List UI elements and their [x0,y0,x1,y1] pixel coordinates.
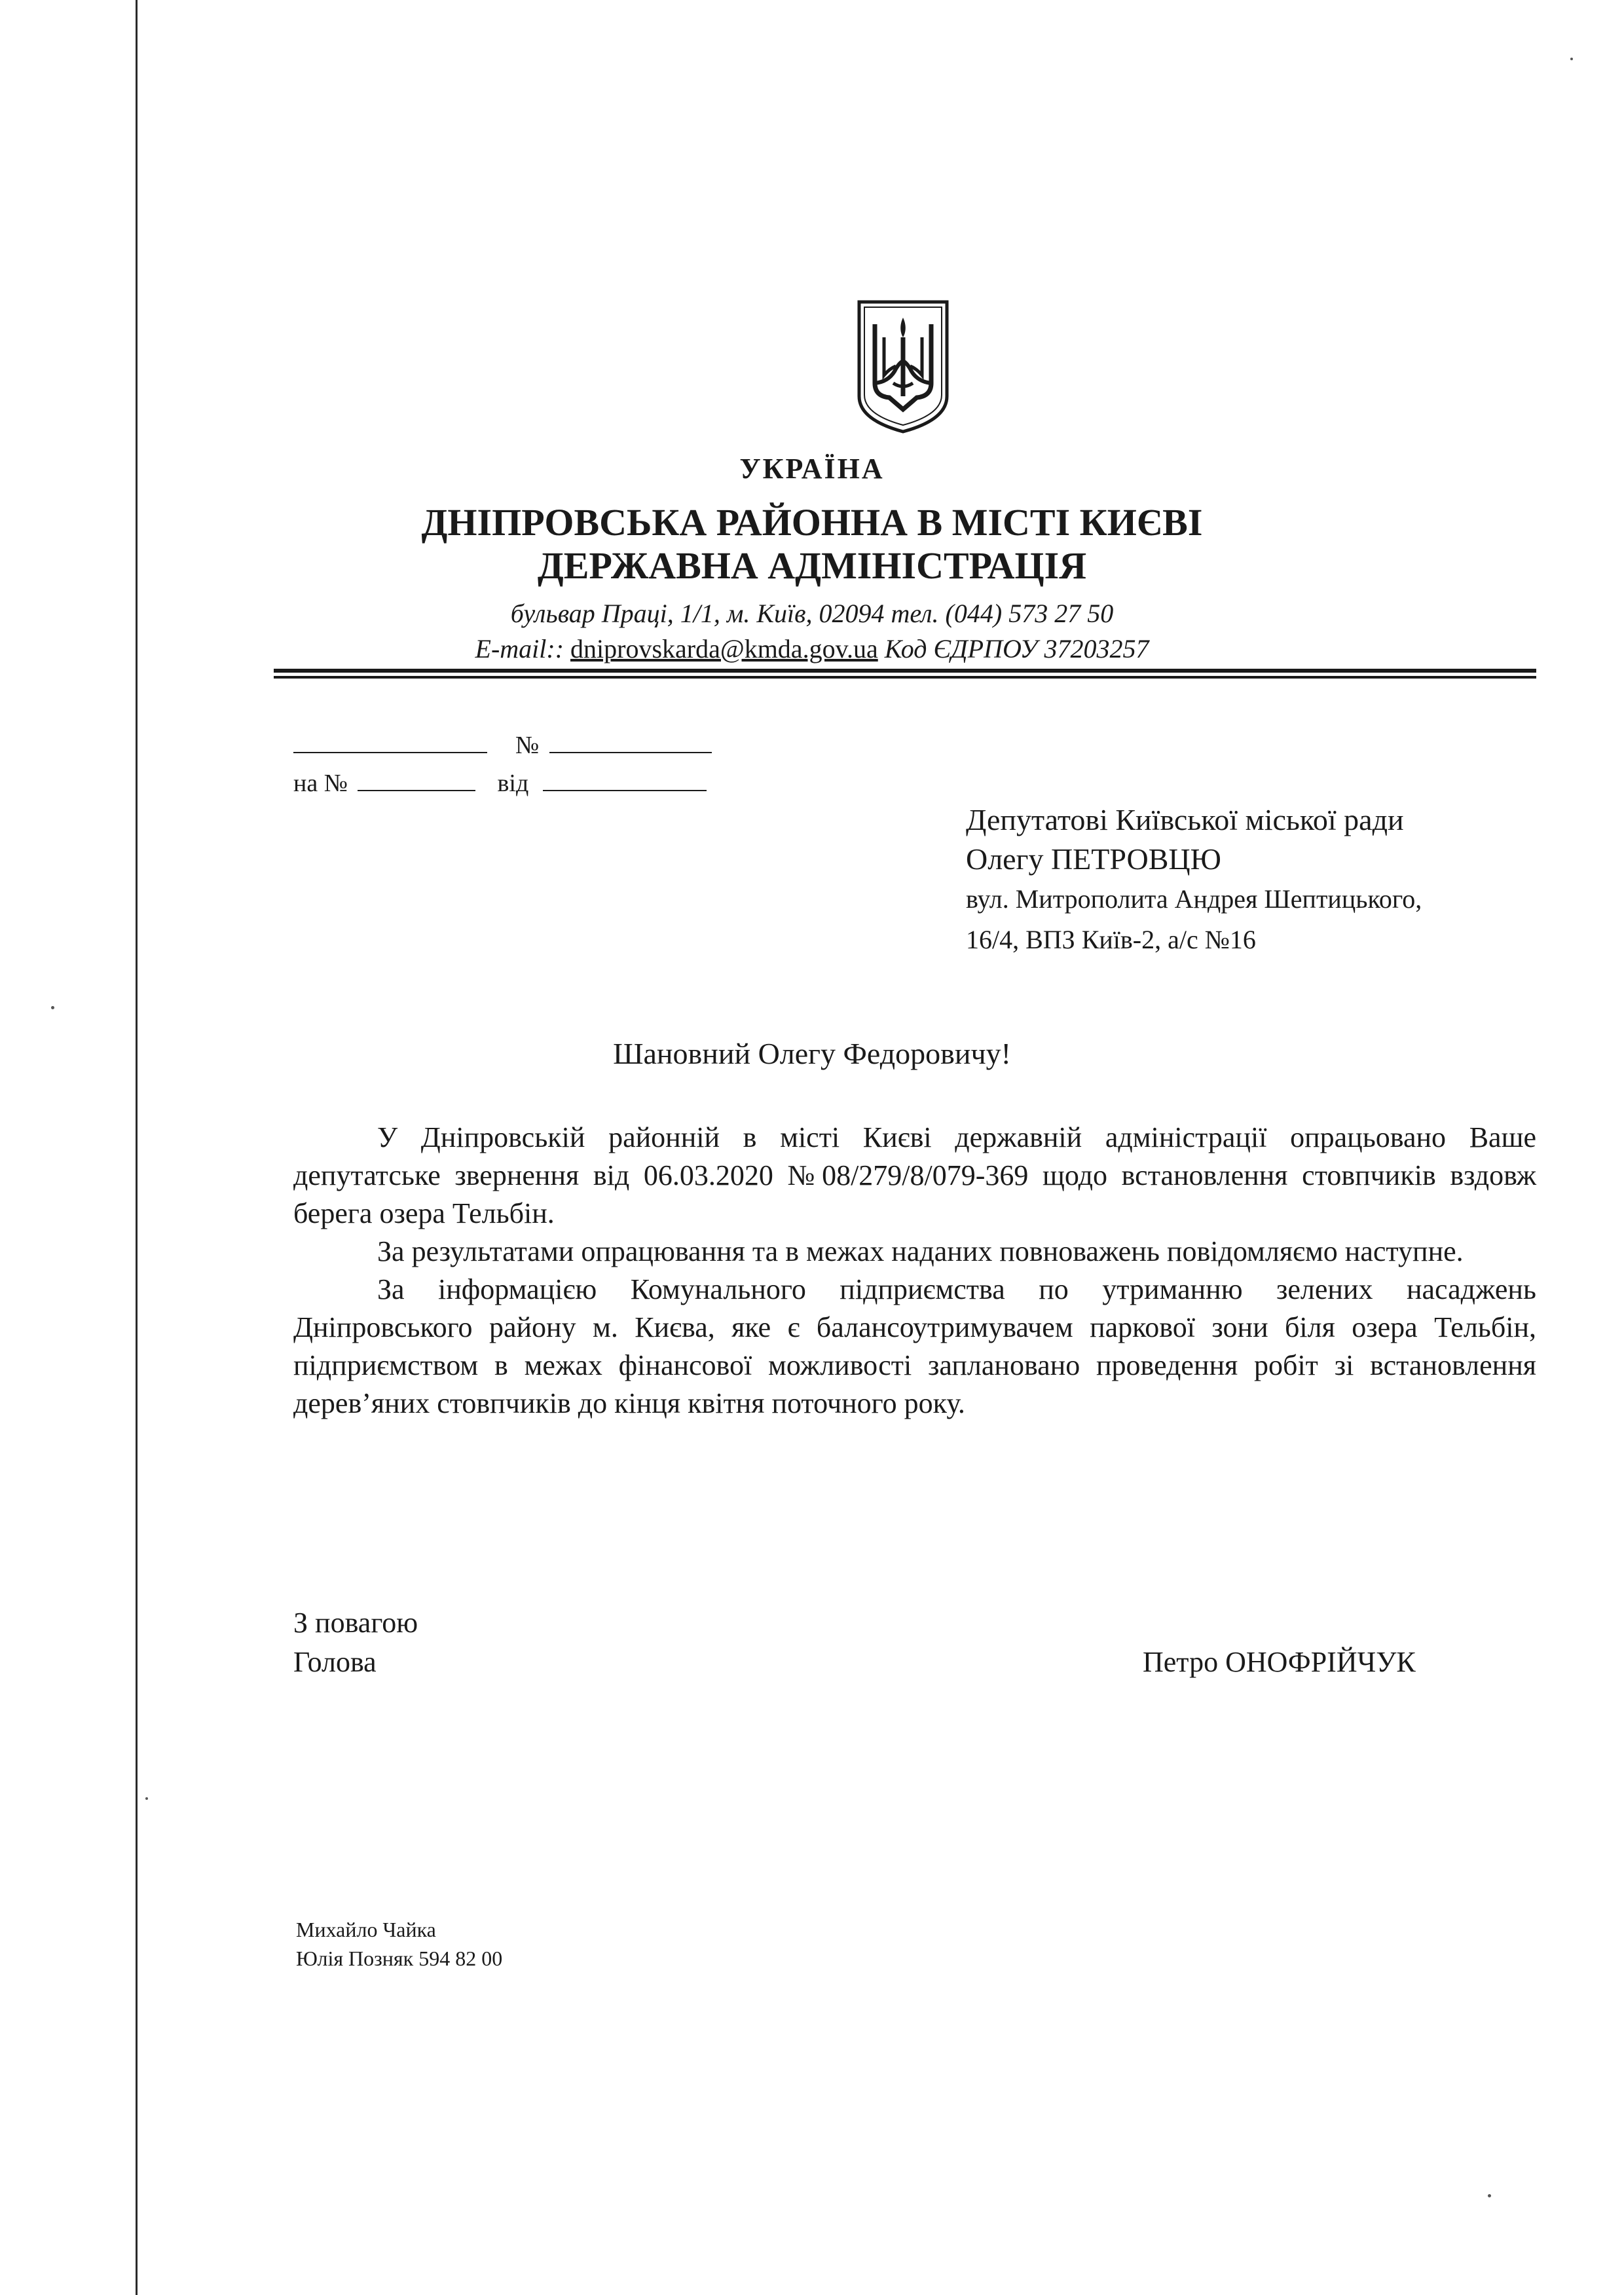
recipient-title: Депутатові Київської міської ради [966,803,1404,836]
executor-line: Михайло Чайка [296,1918,436,1941]
recipient-block [966,800,1422,960]
in-reply-number-blank [358,764,475,791]
scan-page-edge [136,0,138,2295]
closing-block [293,1603,418,1682]
outgoing-number-row [293,726,712,764]
organization-contacts [0,633,1624,665]
in-reply-date-blank [543,764,707,791]
recipient-name: Олегу ПЕТРОВЦЮ [966,842,1221,876]
signer-position: Голова [293,1646,377,1678]
body-paragraph: За інформацією Комунального підприємства по утриманню зелених насаджень Дніпровського району м. Києва, яке є балансоутримувачем паркової зони біля озера Тельбін, підприємством в межах фінансової можливості заплановано проведення робіт зі встановлення дерев’яних стовпчиків до кінця квітня поточного року. [293,1273,1536,1419]
outgoing-number-blank [549,726,712,753]
organization-name-line-1: ДНІПРОВСЬКА РАЙОННА В МІСТІ КИЄВІ [421,501,1203,544]
body-paragraph: За результатами опрацювання та в межах наданих повноважень повідомляємо наступне. [377,1235,1464,1267]
country-heading: УКРАЇНА [739,453,885,485]
body-paragraph: У Дніпровській районній в місті Києві державній адміністрації опрацьовано Ваше депутатське звернення від 06.03.2020 №08/279/8/079-369 щодо встановлення стовпчиків вздовж берега озера Тельбін. [293,1121,1536,1229]
registration-block [293,726,712,802]
in-reply-row [293,764,712,802]
organization-address: бульвар Праці, 1/1, м. Київ, 02094 тел. (044) 573 27 50 [510,599,1114,628]
edrpou-code: Код ЄДРПОУ 37203257 [877,634,1149,663]
ukraine-coat-of-arms-icon [855,298,951,434]
scan-speck [51,1006,54,1009]
email-link[interactable]: dniprovskarda@kmda.gov.ua [570,634,878,663]
letter-body [293,1119,1536,1423]
closing-regards: З повагою [293,1607,418,1639]
executor-block [296,1915,502,1973]
in-reply-label: на № [293,770,348,797]
recipient-address-line-2: 16/4, ВПЗ Київ-2, а/с №16 [966,925,1256,954]
salutation: Шановний Олегу Федоровичу! [613,1037,1011,1070]
number-sign: № [515,732,540,759]
scan-speck [145,1797,148,1800]
scan-speck [1488,2194,1491,2197]
recipient-address-line-1: вул. Митрополита Андрея Шептицького, [966,884,1422,914]
executor-line: Юлія Позняк 594 82 00 [296,1947,503,1970]
email-label: E-mail:: [475,634,571,663]
from-label: від [497,770,529,797]
outgoing-date-blank [293,726,487,753]
signer-name: Петро ОНОФРІЙЧУК [1143,1646,1416,1678]
letterhead-rule-thin [274,676,1536,679]
scan-speck [1570,58,1573,60]
organization-name-line-2: ДЕРЖАВНА АДМІНІСТРАЦІЯ [537,544,1087,587]
letterhead-rule-thick [274,669,1536,673]
